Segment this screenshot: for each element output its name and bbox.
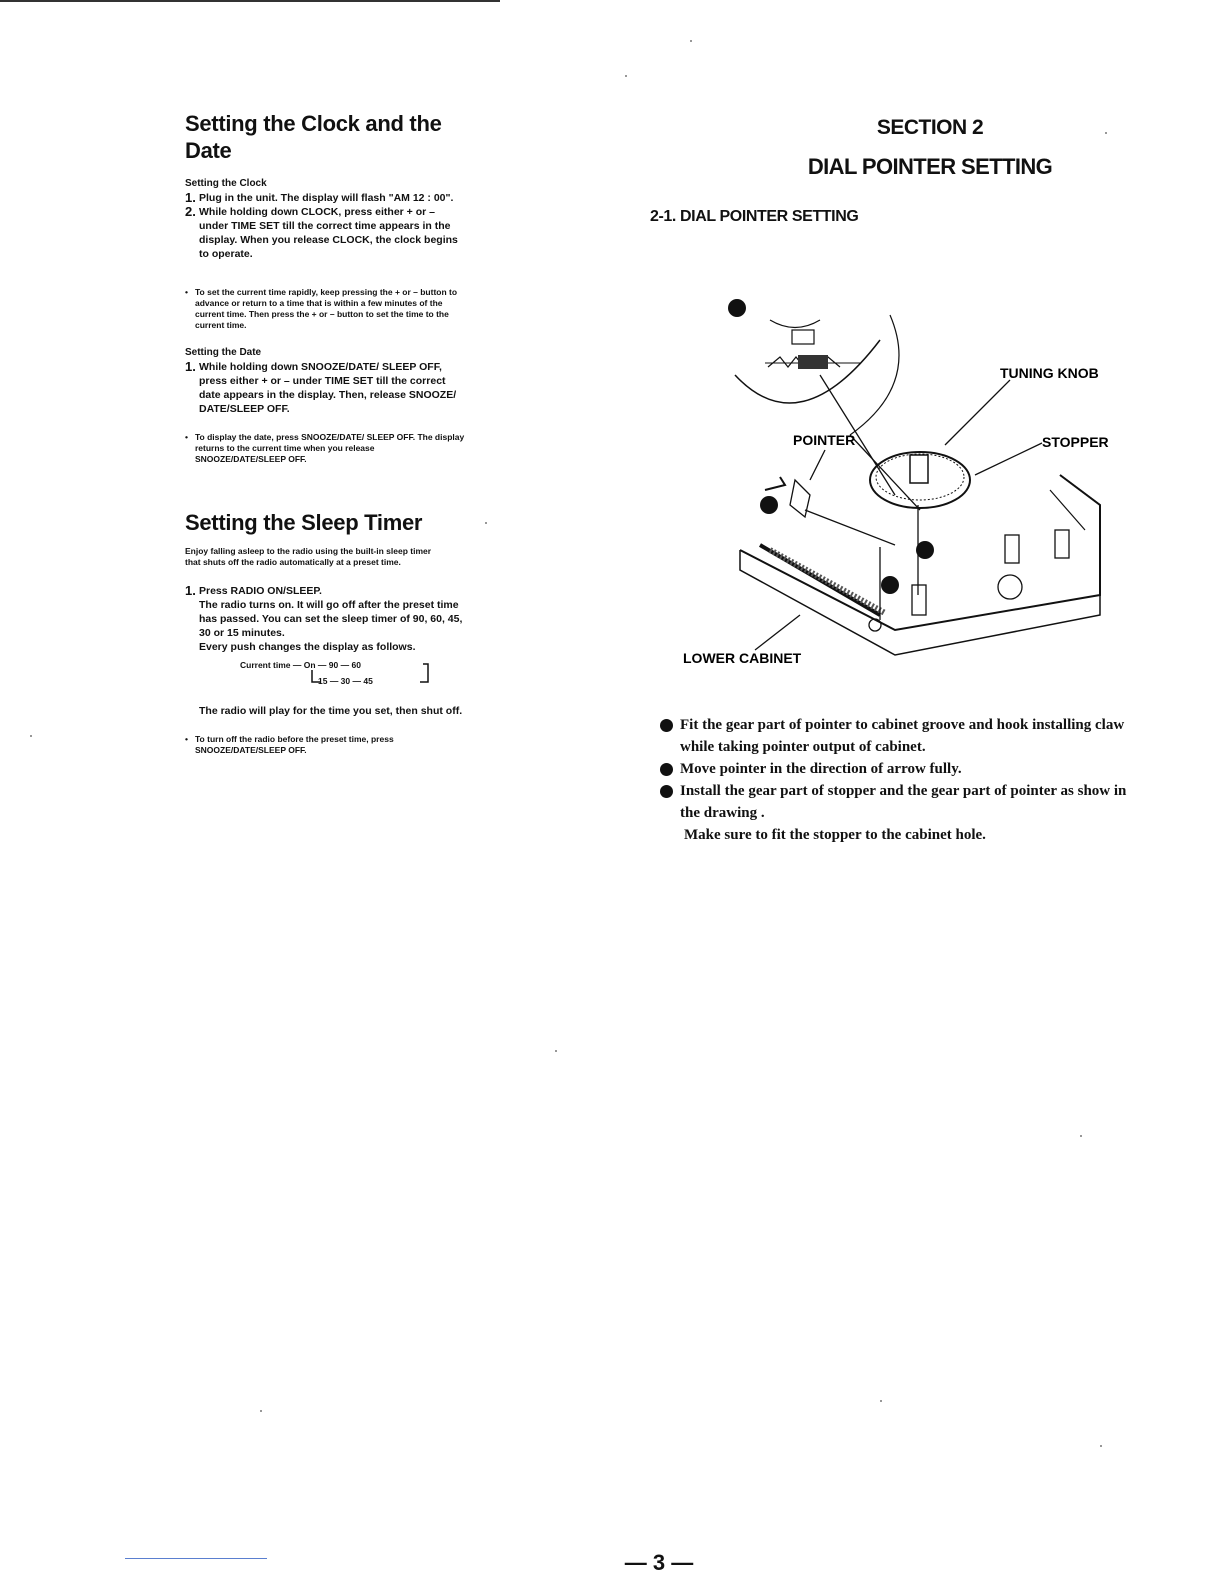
scan-speck bbox=[1080, 1135, 1082, 1137]
instruction-item bbox=[660, 714, 1150, 758]
step-text: While holding down CLOCK, press either + or – under TIME SET till the correct time appears in the display. When you release CLOCK, the clock begins to operate. bbox=[199, 206, 458, 260]
instruction-text: Fit the gear part of pointer to cabinet groove and hook installing claw while taking pointer output of cabinet. bbox=[680, 717, 1125, 755]
scan-speck bbox=[30, 735, 32, 737]
note-text: To turn off the radio before the preset time, press SNOOZE/DATE/SLEEP OFF. bbox=[195, 734, 394, 755]
scan-speck bbox=[555, 1050, 557, 1052]
step-text bbox=[199, 584, 465, 654]
note-text: To display the date, press SNOOZE/DATE/ SLEEP OFF. The display returns to the current time when you release SNOOZE/DATE/SLEEP OFF. bbox=[195, 432, 465, 464]
sleep-step bbox=[185, 584, 465, 654]
stopper-label: STOPPER bbox=[1042, 434, 1109, 450]
scan-speck bbox=[1105, 132, 1107, 134]
scan-speck bbox=[625, 75, 627, 77]
section-title: DIAL POINTER SETTING bbox=[807, 154, 1053, 179]
subsection-title: 2-1. DIAL POINTER SETTING bbox=[650, 208, 859, 225]
tuning-knob-label: TUNING KNOB bbox=[1000, 365, 1099, 381]
clock-step bbox=[185, 191, 465, 205]
step-number: 2. bbox=[185, 204, 196, 219]
instruction-item bbox=[660, 780, 1150, 824]
sleep-note bbox=[185, 734, 465, 756]
bullet: • bbox=[185, 432, 188, 442]
bullet-dot-icon bbox=[660, 763, 673, 776]
bottom-rule bbox=[125, 1558, 267, 1559]
scan-speck bbox=[880, 1400, 882, 1402]
sleep-after-text: The radio will play for the time you set, then shut off. bbox=[199, 705, 463, 717]
note-text: To set the current time rapidly, keep pressing the + or – button to advance or return to a time that is within a few minutes of the current time. Then press the + or – button to set the time to the current time. bbox=[195, 287, 458, 330]
dial-pointer-diagram bbox=[680, 295, 1130, 695]
step-head: Press RADIO ON/SLEEP. bbox=[199, 585, 322, 597]
instruction-text: Install the gear part of stopper and the gear part of pointer as show in the drawing . bbox=[680, 783, 1127, 821]
clock-date-heading: Setting the Clock and the Date bbox=[185, 111, 442, 163]
cycle-line-2: 15 — 30 — 45 bbox=[318, 676, 373, 686]
lower-cabinet-label: LOWER CABINET bbox=[683, 650, 802, 666]
step-number: 1. bbox=[185, 190, 196, 205]
marker-dot-2-icon bbox=[760, 496, 778, 514]
marker-dot-4-icon bbox=[916, 541, 934, 559]
sleep-timer-heading: Setting the Sleep Timer bbox=[185, 510, 423, 535]
clock-step bbox=[185, 205, 465, 261]
setting-clock-subheading: Setting the Clock bbox=[185, 178, 267, 189]
bullet-dot-icon bbox=[660, 785, 673, 798]
clock-note bbox=[185, 287, 465, 331]
instruction-item bbox=[660, 758, 1150, 780]
bullet: • bbox=[185, 287, 188, 297]
pointer-label: POINTER bbox=[793, 432, 856, 448]
setting-date-subheading: Setting the Date bbox=[185, 347, 262, 358]
step-body-2: Every push changes the display as follows. bbox=[199, 641, 416, 653]
bullet: • bbox=[185, 734, 188, 744]
bullet-dot-icon bbox=[660, 719, 673, 732]
top-rule bbox=[0, 0, 500, 2]
step-text: Plug in the unit. The display will flash "AM 12 : 00". bbox=[199, 192, 454, 204]
scan-speck bbox=[1100, 1445, 1102, 1447]
scan-speck bbox=[485, 522, 487, 524]
date-step bbox=[185, 360, 465, 416]
left-column bbox=[185, 110, 465, 756]
sleep-intro: Enjoy falling asleep to the radio using the built-in sleep timer that shuts off the radio automatically at a preset time. bbox=[185, 546, 432, 567]
step-number: 1. bbox=[185, 583, 196, 598]
step-text: While holding down SNOOZE/DATE/ SLEEP OFF, press either + or – under TIME SET till the correct date appears in the display. Then, release SNOOZE/ DATE/SLEEP OFF. bbox=[199, 361, 457, 415]
scan-speck bbox=[260, 1410, 262, 1412]
step-body: The radio turns on. It will go off after the preset time has passed. You can set the sleep timer of 90, 60, 45, 30 or 15 minutes. bbox=[199, 599, 463, 639]
scan-speck bbox=[690, 40, 692, 42]
marker-dot-1-icon bbox=[728, 299, 746, 317]
page-number: — 3 — bbox=[624, 1550, 694, 1575]
sleep-after bbox=[185, 704, 465, 718]
instructions bbox=[660, 714, 1150, 846]
section-number: SECTION 2 bbox=[876, 116, 984, 139]
step-number: 1. bbox=[185, 359, 196, 374]
instruction-text: Move pointer in the direction of arrow fully. bbox=[680, 761, 962, 777]
sleep-cycle-diagram bbox=[240, 660, 465, 696]
marker-dot-3-icon bbox=[881, 576, 899, 594]
date-note bbox=[185, 432, 465, 465]
instruction-extra: Make sure to fit the stopper to the cabinet hole. bbox=[684, 827, 986, 843]
cycle-line-1: Current time — On — 90 — 60 bbox=[240, 660, 361, 670]
